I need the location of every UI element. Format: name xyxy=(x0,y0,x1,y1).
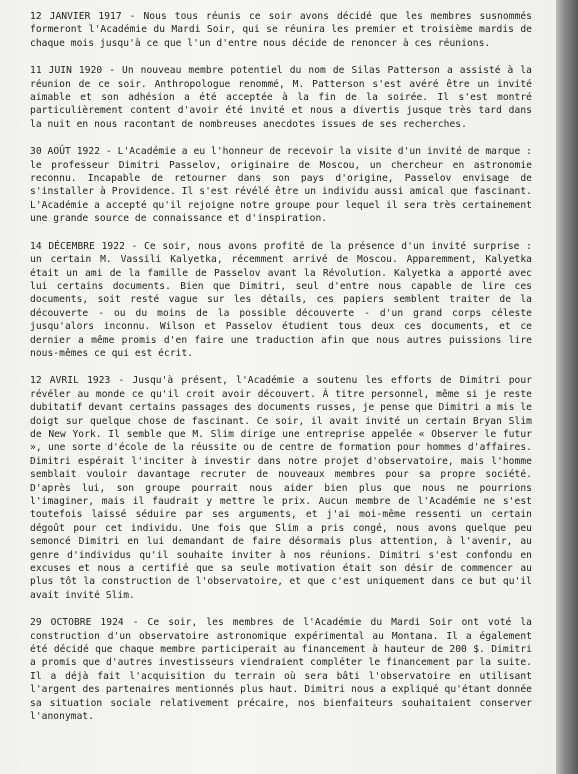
entry-text: 11 JUIN 1920 - Un nouveau membre potentiel du nom de Silas Patterson a assisté à la réunion de ce soir. Anthropologue renommé, M. Patterson s'est avéré être un invité aimable et son adhésion a été acceptée à la fin de la soirée. Il s'est montré particulièrement content d'avoir été invité et nous a divertis jusque très tard dans la nuit en nous racontant de nombreuses anecdotes issues de ses recherches. xyxy=(30,65,538,130)
entry-text: 30 AOÛT 1922 - L'Académie a eu l'honneur de recevoir la visite d'un invité de marque : le professeur Dimitri Passelov, originaire de Moscou, un chercheur en astronomie reconnu. Incapable de retourner dans son pays d'origine, Passelov envisage de s'installer à Providence. Il s'est révélé être un individu aussi amical que fascinant. L'Académie a accepté qu'il rejoigne notre groupe pour lequel il sera très certainement une grande source de connaissance et d'inspiration. xyxy=(30,146,538,225)
page-edge-shadow xyxy=(556,0,578,774)
journal-entry-1920-06-11 xyxy=(30,64,538,131)
entry-text: 12 AVRIL 1923 - Jusqu'à présent, l'Académie a soutenu les efforts de Dimitri pour révéler au monde ce qu'il croit avoir découvert. À titre personnel, même si je reste dubitatif devant certains passages des documents russes, je pense que Dimitri a mis le doigt sur quelque chose de fascinant. Ce soir, il avait invité un certain Bryan Slim de New York. Il semble que M. Slim dirige une entreprise appelée « Observer le futur », une sorte d'école de la réussite ou de centre de formation pour hommes d'affaires. Dimitri espérait l'inciter à investir dans notre projet d'observatoire, mais l'homme semblait vouloir davantage recruter de nouveaux membres pour sa propre société. D'après lui, son groupe pourrait nous aider bien plus que nous ne pourrions l'imaginer, mais il faudrait y mettre le prix. Aucun membre de l'Académie ne s'est toutefois laissé séduire par ses arguments, et j'ai moi-même ressenti un certain dégoût pour cet individu. Une fois que Slim a pris congé, nous avons quelque peu semoncé Dimitri en lui demandant de faire désormais plus attention, à l'avenir, au genre d'individus qu'il souhaite inviter à nos réunions. Dimitri s'est confondu en excuses et nous a certifié que sa seule motivation était son désir de commencer au plus tôt la construction de l'observatoire, et que c'est uniquement dans ce but qu'il avait invité Slim. xyxy=(30,375,538,601)
journal-entry-1922-12-14 xyxy=(30,240,538,361)
entry-text: 12 JANVIER 1917 - Nous tous réunis ce soir avons décidé que les membres susnommés formeront l'Académie du Mardi Soir, qui se réunira les premier et troisième mardis de chaque mois jusqu'à ce que l'un d'entre nous décide de renoncer à ces réunions. xyxy=(30,11,538,49)
entry-text: 29 OCTOBRE 1924 - Ce soir, les membres de l'Académie du Mardi Soir ont voté la construction d'un observatoire astronomique expérimental au Montana. Il a également été décidé que chaque membre participerait au financement à hauteur de 200 $. Dimitri a promis que d'autres investisseurs viendraient compléter le financement par la suite. Il a déjà fait l'acquisition du terrain où sera bâti l'observatoire en utilisant l'argent des partenaires mentionnés plus haut. Dimitri nous a expliqué qu'étant donnée sa situation sociale relativement précaire, nos bienfaiteurs souhaitaient conserver l'anonymat. xyxy=(30,617,538,723)
journal-entry-1924-10-29 xyxy=(30,616,538,723)
journal-entry-1922-08-30 xyxy=(30,145,538,225)
journal-entry-1917-01-12 xyxy=(30,10,538,50)
journal-entry-1923-04-12 xyxy=(30,374,538,602)
entry-text: 14 DÉCEMBRE 1922 - Ce soir, nous avons profité de la présence d'un invité surprise : un certain M. Vassili Kalyetka, récemment arrivé de Moscou. Apparemment, Kalyetka était un ami de la famille de Passelov avant la Révolution. Kalyetka a apporté avec lui certains documents. Bien que Dimitri, seul d'entre nous capable de lire ces documents, soit resté vague sur les détails, ces papiers semblent traiter de la découverte - ou du moins de la possible découverte - d'un grand corps céleste jusqu'alors inconnu. Wilson et Passelov étudient tous deux ces documents, et ce dernier a même promis d'en faire une traduction afin que nous autres puissions lire nous-mêmes ce qui est écrit. xyxy=(30,240,538,359)
